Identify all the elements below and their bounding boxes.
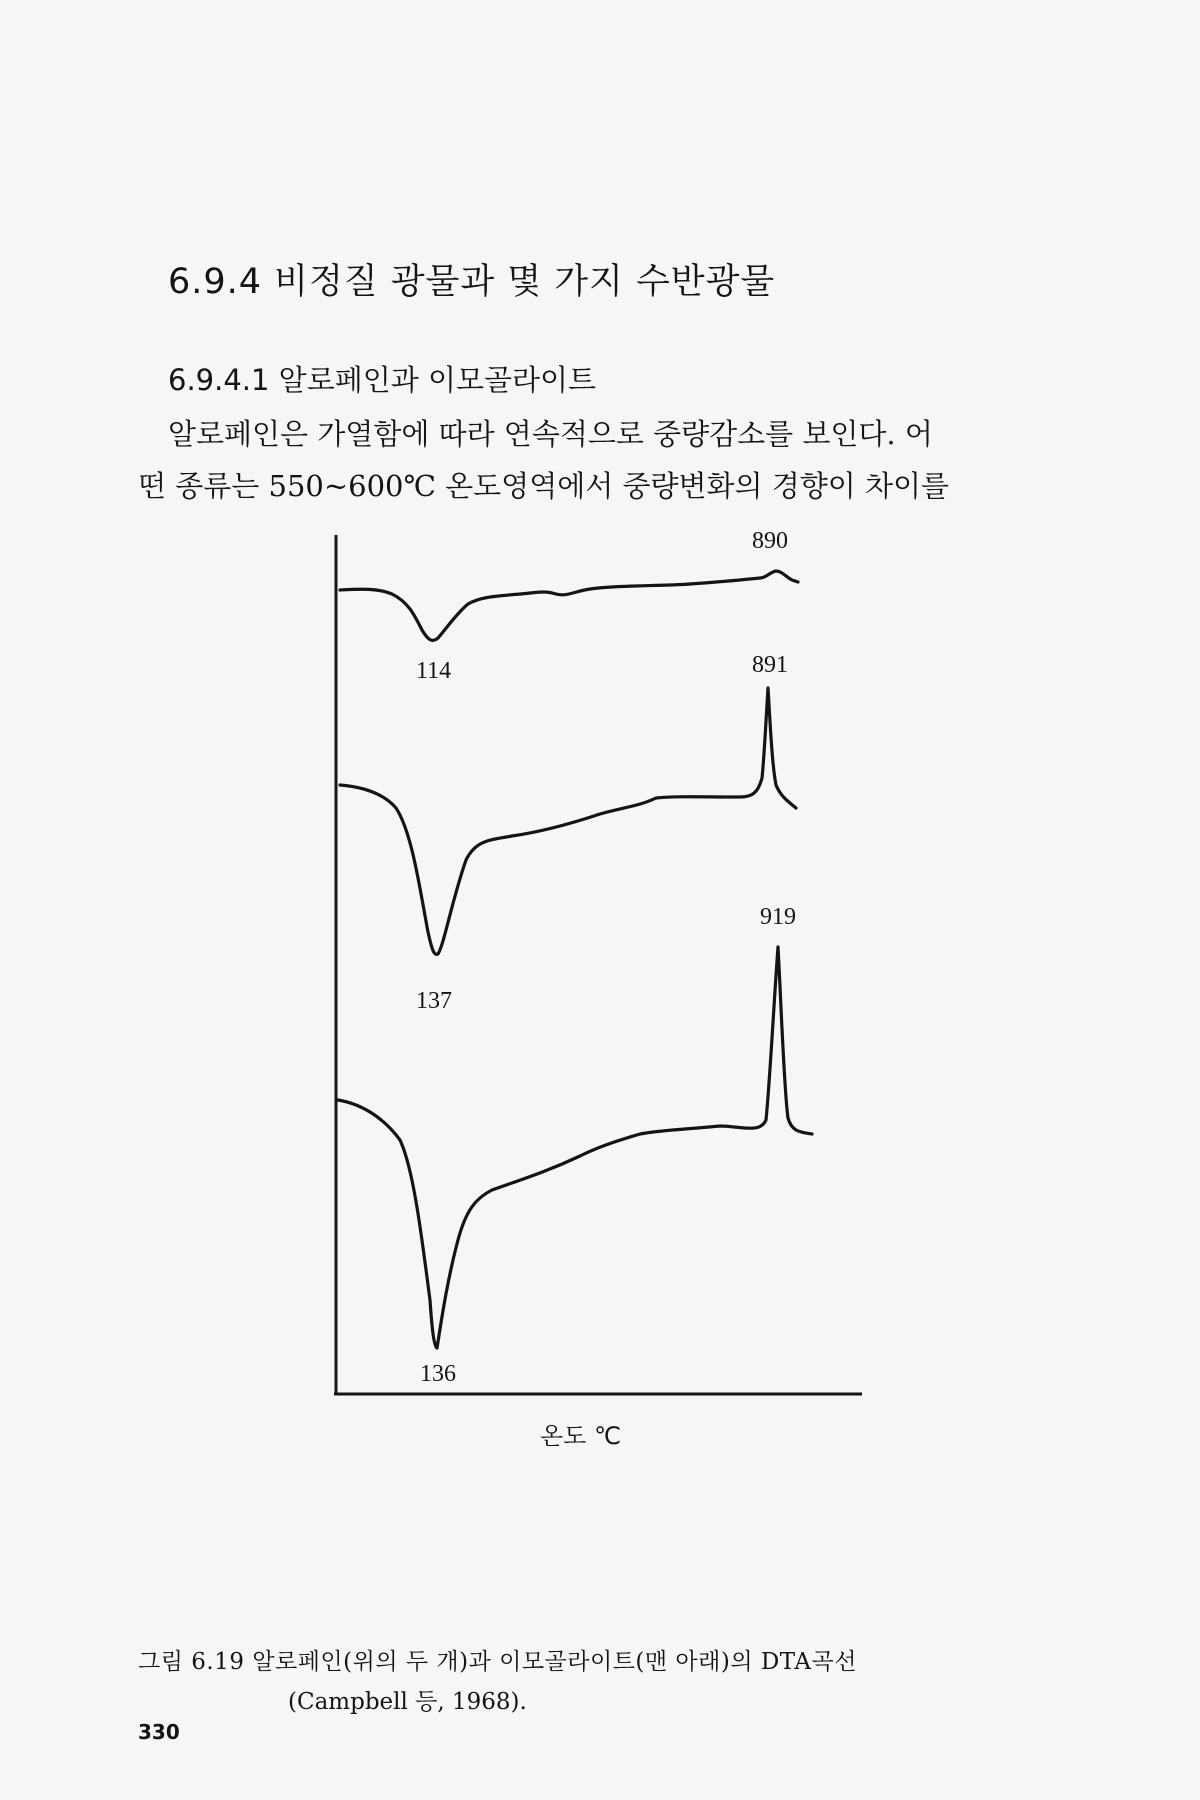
caption-line-1: 그림 6.19 알로페인(위의 두 개)과 이모골라이트(맨 아래)의 DTA곡선 (138, 1649, 857, 1675)
body-text-line-1: 알로페인은 가열함에 따라 연속적으로 중량감소를 보인다. 어 (168, 417, 933, 451)
peak-label-919: 919 (760, 904, 796, 930)
caption-line-2: (Campbell 등, 1968). (288, 1689, 527, 1716)
subsection-heading: 6.9.4.1 알로페인과 이모골라이트 (168, 363, 597, 397)
figure-caption (138, 1642, 857, 1723)
section-heading: 6.9.4 비정질 광물과 몇 가지 수반광물 (168, 262, 776, 302)
peak-label-137: 137 (416, 988, 452, 1014)
peak-label-114: 114 (416, 658, 452, 684)
body-text-line-2: 떤 종류는 550~600℃ 온도영역에서 중량변화의 경향이 차이를 (138, 469, 950, 503)
peak-label-136: 136 (420, 1361, 456, 1387)
peak-label-890: 890 (752, 528, 788, 554)
dta-curve-1 (340, 571, 798, 640)
page-number: 330 (138, 1720, 180, 1744)
x-axis-label: 온도 ℃ (540, 1422, 621, 1450)
peak-label-891: 891 (752, 652, 788, 678)
dta-curve-2 (340, 688, 796, 954)
dta-curve-3 (338, 947, 812, 1348)
